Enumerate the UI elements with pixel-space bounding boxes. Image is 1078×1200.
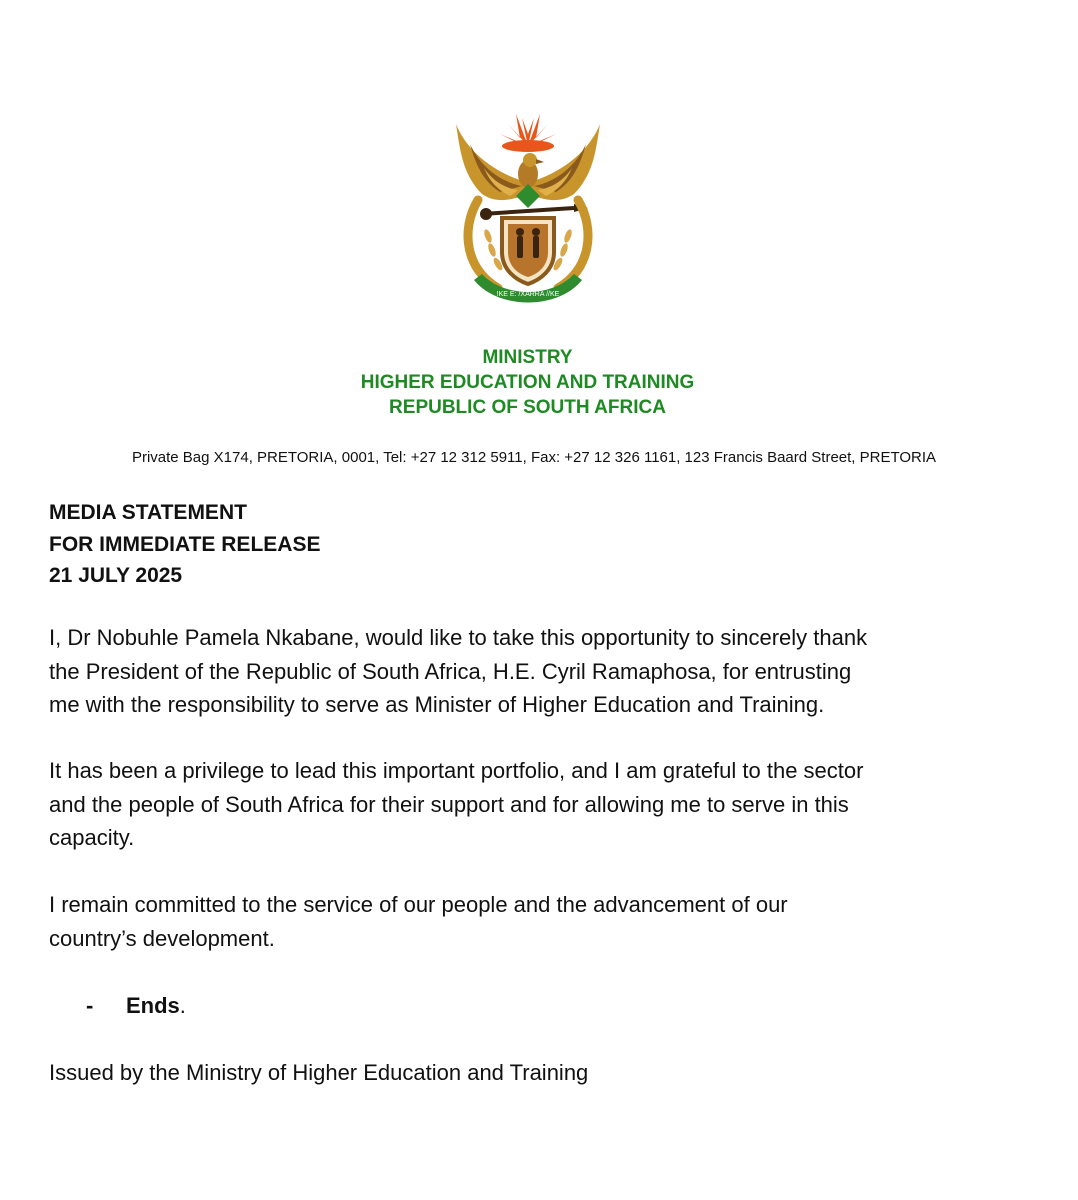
paragraph-line: It has been a privilege to lead this important portfolio, and I am grateful to the sector	[49, 758, 864, 783]
statement-header	[49, 497, 320, 592]
ministry-heading	[0, 345, 1055, 420]
paragraph-line: me with the responsibility to serve as Minister of Higher Education and Training.	[49, 692, 825, 717]
ends-word: Ends	[126, 993, 180, 1018]
heading-country: REPUBLIC OF SOUTH AFRICA	[389, 397, 666, 418]
paragraph-line: the President of the Republic of South Africa, H.E. Cyril Ramaphosa, for entrusting	[49, 658, 852, 684]
shield-icon	[502, 218, 554, 284]
statement-date: 21 JULY 2025	[49, 564, 183, 587]
contact-address: Private Bag X174, PRETORIA, 0001, Tel: +27 12 312 5911, Fax: +27 12 326 1161, 123 Francis Baard Street, PRETORIA	[131, 449, 937, 466]
coat-of-arms-emblem	[438, 104, 618, 314]
paragraph-line: capacity.	[49, 825, 135, 850]
ends-marker	[86, 991, 186, 1021]
paragraph-line: I remain committed to the service of our people and the advancement of our	[49, 892, 788, 917]
motto-text: !KE E: /XARRA //KE	[496, 291, 560, 298]
ends-period: .	[179, 993, 186, 1018]
paragraph-privilege	[49, 754, 1049, 855]
paragraph-line: and the people of South Africa for their support and for allowing me to serve in this	[49, 791, 849, 817]
issued-by: Issued by the Ministry of Higher Education and Training	[49, 1060, 589, 1085]
statement-type: MEDIA STATEMENT	[49, 501, 247, 524]
paragraph-line: country’s development.	[49, 925, 275, 951]
paragraph-commitment	[49, 888, 1049, 955]
paragraph-line: I, Dr Nobuhle Pamela Nkabane, would like to take this opportunity to sincerely thank	[49, 625, 868, 650]
heading-ministry: MINISTRY	[482, 347, 573, 368]
rising-sun-icon	[500, 114, 556, 152]
heading-department: HIGHER EDUCATION AND TRAINING	[360, 372, 695, 393]
ends-dash: -	[86, 993, 94, 1018]
statement-release: FOR IMMEDIATE RELEASE	[49, 532, 321, 556]
paragraph-thanks	[49, 621, 1049, 722]
